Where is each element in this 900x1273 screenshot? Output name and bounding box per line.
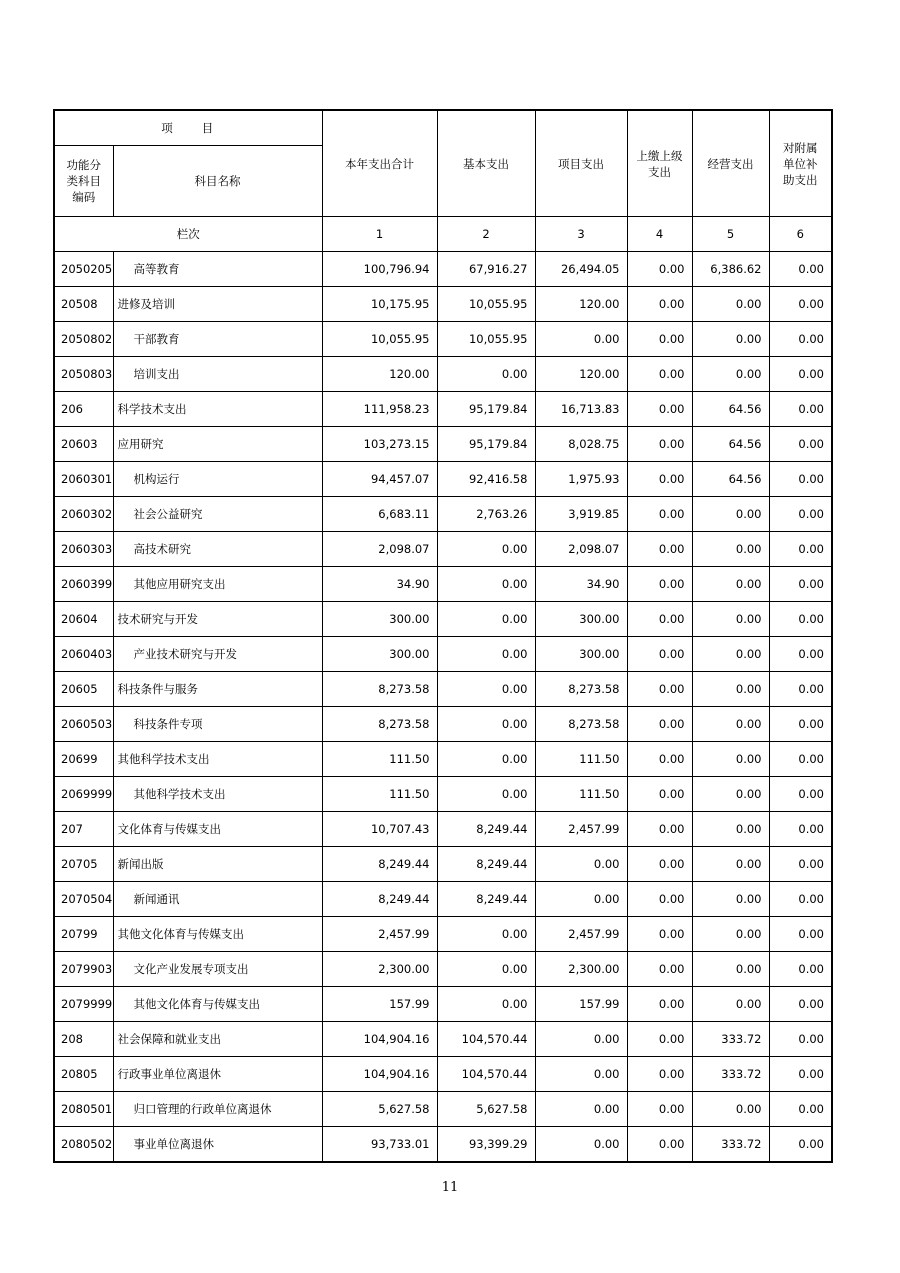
cell-basic: 0.00	[437, 637, 535, 672]
cell-basic: 8,249.44	[437, 882, 535, 917]
cell-code: 20605	[54, 672, 113, 707]
cell-total: 34.90	[322, 567, 437, 602]
cell-code: 2079903	[54, 952, 113, 987]
table-row	[54, 917, 832, 952]
cell-total: 10,707.43	[322, 812, 437, 847]
cell-subsidy: 0.00	[769, 707, 832, 742]
cell-upper: 0.00	[627, 462, 692, 497]
header-basic: 基本支出	[437, 110, 535, 217]
cell-subsidy: 0.00	[769, 847, 832, 882]
cell-subsidy: 0.00	[769, 742, 832, 777]
cell-project: 0.00	[535, 322, 627, 357]
cell-upper: 0.00	[627, 847, 692, 882]
cell-business: 64.56	[692, 392, 769, 427]
table-row	[54, 1127, 832, 1163]
expenditure-table	[53, 109, 833, 1163]
cell-total: 2,300.00	[322, 952, 437, 987]
cell-project: 120.00	[535, 357, 627, 392]
cell-name: 产业技术研究与开发	[113, 637, 322, 672]
header-upper-line1: 上缴上级	[636, 148, 683, 163]
cell-basic: 104,570.44	[437, 1057, 535, 1092]
cell-total: 8,249.44	[322, 882, 437, 917]
cell-business: 0.00	[692, 812, 769, 847]
table-row	[54, 812, 832, 847]
cell-project: 2,457.99	[535, 917, 627, 952]
cell-code: 2069999	[54, 777, 113, 812]
cell-project: 0.00	[535, 847, 627, 882]
cell-name: 社会保障和就业支出	[113, 1022, 322, 1057]
cell-project: 26,494.05	[535, 252, 627, 287]
cell-subsidy: 0.00	[769, 357, 832, 392]
table-row	[54, 707, 832, 742]
lanci-6: 6	[769, 217, 832, 252]
cell-basic: 67,916.27	[437, 252, 535, 287]
cell-subsidy: 0.00	[769, 1127, 832, 1163]
cell-name: 机构运行	[113, 462, 322, 497]
cell-code: 2060301	[54, 462, 113, 497]
table-row	[54, 252, 832, 287]
table-row	[54, 322, 832, 357]
header-func-code-line3: 编码	[72, 190, 96, 204]
table-row	[54, 847, 832, 882]
cell-code: 2060503	[54, 707, 113, 742]
cell-business: 64.56	[692, 427, 769, 462]
cell-name: 社会公益研究	[113, 497, 322, 532]
cell-project: 1,975.93	[535, 462, 627, 497]
cell-business: 6,386.62	[692, 252, 769, 287]
cell-business: 0.00	[692, 357, 769, 392]
cell-subsidy: 0.00	[769, 812, 832, 847]
lanci-4: 4	[627, 217, 692, 252]
cell-subsidy: 0.00	[769, 462, 832, 497]
cell-name: 科学技术支出	[113, 392, 322, 427]
cell-name: 科技条件专项	[113, 707, 322, 742]
cell-total: 104,904.16	[322, 1022, 437, 1057]
table-row	[54, 777, 832, 812]
cell-project: 0.00	[535, 1127, 627, 1163]
cell-upper: 0.00	[627, 532, 692, 567]
cell-basic: 0.00	[437, 602, 535, 637]
cell-basic: 8,249.44	[437, 812, 535, 847]
cell-project: 8,273.58	[535, 707, 627, 742]
cell-upper: 0.00	[627, 987, 692, 1022]
cell-business: 0.00	[692, 1092, 769, 1127]
table-row	[54, 357, 832, 392]
cell-upper: 0.00	[627, 1092, 692, 1127]
cell-code: 20805	[54, 1057, 113, 1092]
cell-name: 技术研究与开发	[113, 602, 322, 637]
cell-project: 0.00	[535, 1057, 627, 1092]
lanci-5: 5	[692, 217, 769, 252]
cell-basic: 2,763.26	[437, 497, 535, 532]
header-project: 项 目	[54, 110, 322, 146]
cell-basic: 104,570.44	[437, 1022, 535, 1057]
cell-name: 其他文化体育与传媒支出	[113, 987, 322, 1022]
cell-subsidy: 0.00	[769, 322, 832, 357]
cell-subsidy: 0.00	[769, 637, 832, 672]
lanci-row	[54, 217, 832, 252]
table-row	[54, 1057, 832, 1092]
cell-code: 2050205	[54, 252, 113, 287]
cell-code: 208	[54, 1022, 113, 1057]
table-row	[54, 462, 832, 497]
cell-code: 20705	[54, 847, 113, 882]
cell-business: 0.00	[692, 637, 769, 672]
cell-basic: 93,399.29	[437, 1127, 535, 1163]
cell-basic: 8,249.44	[437, 847, 535, 882]
cell-project: 157.99	[535, 987, 627, 1022]
cell-basic: 92,416.58	[437, 462, 535, 497]
cell-name: 其他科学技术支出	[113, 742, 322, 777]
cell-total: 10,055.95	[322, 322, 437, 357]
cell-total: 94,457.07	[322, 462, 437, 497]
cell-code: 207	[54, 812, 113, 847]
cell-code: 2050802	[54, 322, 113, 357]
cell-name: 科技条件与服务	[113, 672, 322, 707]
header-subject-name: 科目名称	[113, 146, 322, 217]
cell-name: 行政事业单位离退休	[113, 1057, 322, 1092]
table-row	[54, 742, 832, 777]
header-subsidy	[769, 110, 832, 217]
cell-business: 0.00	[692, 847, 769, 882]
cell-upper: 0.00	[627, 357, 692, 392]
table-row	[54, 1022, 832, 1057]
cell-total: 2,457.99	[322, 917, 437, 952]
cell-business: 0.00	[692, 497, 769, 532]
cell-total: 93,733.01	[322, 1127, 437, 1163]
cell-subsidy: 0.00	[769, 532, 832, 567]
cell-business: 333.72	[692, 1057, 769, 1092]
cell-upper: 0.00	[627, 252, 692, 287]
cell-code: 2080502	[54, 1127, 113, 1163]
cell-upper: 0.00	[627, 602, 692, 637]
page-number: 11	[441, 1180, 459, 1195]
header-func-code-line2: 类科目	[66, 174, 101, 188]
cell-upper: 0.00	[627, 497, 692, 532]
header-subsidy-line2: 单位补	[783, 156, 818, 171]
cell-basic: 0.00	[437, 777, 535, 812]
cell-total: 300.00	[322, 602, 437, 637]
cell-business: 0.00	[692, 707, 769, 742]
header-business: 经营支出	[692, 110, 769, 217]
header-upper	[627, 110, 692, 217]
cell-business: 0.00	[692, 742, 769, 777]
cell-upper: 0.00	[627, 427, 692, 462]
cell-basic: 95,179.84	[437, 427, 535, 462]
cell-subsidy: 0.00	[769, 1057, 832, 1092]
cell-project: 34.90	[535, 567, 627, 602]
table-row	[54, 497, 832, 532]
cell-total: 300.00	[322, 637, 437, 672]
cell-code: 2079999	[54, 987, 113, 1022]
cell-subsidy: 0.00	[769, 567, 832, 602]
cell-total: 5,627.58	[322, 1092, 437, 1127]
cell-code: 20699	[54, 742, 113, 777]
lanci-label: 栏次	[54, 217, 322, 252]
cell-total: 111.50	[322, 777, 437, 812]
header-func-code-line1: 功能分	[66, 158, 101, 172]
cell-subsidy: 0.00	[769, 917, 832, 952]
cell-upper: 0.00	[627, 707, 692, 742]
cell-subsidy: 0.00	[769, 882, 832, 917]
cell-project: 0.00	[535, 1092, 627, 1127]
cell-name: 文化体育与传媒支出	[113, 812, 322, 847]
cell-total: 8,273.58	[322, 707, 437, 742]
cell-name: 应用研究	[113, 427, 322, 462]
cell-business: 0.00	[692, 987, 769, 1022]
cell-total: 2,098.07	[322, 532, 437, 567]
cell-code: 2060303	[54, 532, 113, 567]
cell-name: 干部教育	[113, 322, 322, 357]
cell-business: 0.00	[692, 672, 769, 707]
cell-total: 10,175.95	[322, 287, 437, 322]
table-row	[54, 987, 832, 1022]
cell-basic: 0.00	[437, 987, 535, 1022]
cell-name: 归口管理的行政单位离退休	[113, 1092, 322, 1127]
header-total: 本年支出合计	[322, 110, 437, 217]
header-upper-line2: 支出	[648, 164, 671, 179]
table-row	[54, 567, 832, 602]
cell-project: 2,098.07	[535, 532, 627, 567]
table-row	[54, 672, 832, 707]
cell-code: 20604	[54, 602, 113, 637]
cell-project: 300.00	[535, 602, 627, 637]
cell-name: 其他科学技术支出	[113, 777, 322, 812]
cell-business: 0.00	[692, 777, 769, 812]
table-row	[54, 532, 832, 567]
table-row	[54, 1092, 832, 1127]
cell-subsidy: 0.00	[769, 777, 832, 812]
cell-subsidy: 0.00	[769, 252, 832, 287]
cell-basic: 0.00	[437, 917, 535, 952]
cell-upper: 0.00	[627, 812, 692, 847]
cell-upper: 0.00	[627, 917, 692, 952]
cell-code: 2050803	[54, 357, 113, 392]
cell-code: 2060399	[54, 567, 113, 602]
cell-basic: 0.00	[437, 532, 535, 567]
cell-business: 0.00	[692, 882, 769, 917]
cell-upper: 0.00	[627, 392, 692, 427]
cell-total: 157.99	[322, 987, 437, 1022]
cell-code: 2070504	[54, 882, 113, 917]
header-subsidy-line3: 助支出	[783, 172, 818, 187]
cell-subsidy: 0.00	[769, 1022, 832, 1057]
cell-subsidy: 0.00	[769, 392, 832, 427]
cell-basic: 95,179.84	[437, 392, 535, 427]
cell-code: 20508	[54, 287, 113, 322]
cell-project: 3,919.85	[535, 497, 627, 532]
cell-basic: 0.00	[437, 357, 535, 392]
cell-subsidy: 0.00	[769, 287, 832, 322]
cell-subsidy: 0.00	[769, 987, 832, 1022]
cell-name: 文化产业发展专项支出	[113, 952, 322, 987]
cell-total: 111.50	[322, 742, 437, 777]
cell-business: 0.00	[692, 532, 769, 567]
cell-name: 培训支出	[113, 357, 322, 392]
cell-total: 8,273.58	[322, 672, 437, 707]
cell-subsidy: 0.00	[769, 602, 832, 637]
cell-basic: 5,627.58	[437, 1092, 535, 1127]
cell-basic: 10,055.95	[437, 287, 535, 322]
table-row	[54, 637, 832, 672]
cell-name: 高等教育	[113, 252, 322, 287]
cell-upper: 0.00	[627, 1057, 692, 1092]
table-row	[54, 392, 832, 427]
cell-business: 333.72	[692, 1127, 769, 1163]
cell-business: 0.00	[692, 952, 769, 987]
cell-code: 2080501	[54, 1092, 113, 1127]
header-func-code	[54, 146, 113, 217]
cell-code: 2060302	[54, 497, 113, 532]
cell-business: 0.00	[692, 287, 769, 322]
header-subsidy-line1: 对附属	[783, 140, 818, 155]
cell-upper: 0.00	[627, 882, 692, 917]
cell-upper: 0.00	[627, 777, 692, 812]
cell-total: 111,958.23	[322, 392, 437, 427]
cell-total: 104,904.16	[322, 1057, 437, 1092]
cell-subsidy: 0.00	[769, 952, 832, 987]
header-row-top	[54, 110, 832, 146]
lanci-3: 3	[535, 217, 627, 252]
cell-upper: 0.00	[627, 1127, 692, 1163]
table-row	[54, 952, 832, 987]
cell-project: 16,713.83	[535, 392, 627, 427]
cell-code: 206	[54, 392, 113, 427]
cell-project: 120.00	[535, 287, 627, 322]
cell-project: 111.50	[535, 777, 627, 812]
cell-total: 6,683.11	[322, 497, 437, 532]
cell-basic: 0.00	[437, 742, 535, 777]
cell-total: 100,796.94	[322, 252, 437, 287]
cell-name: 进修及培训	[113, 287, 322, 322]
cell-subsidy: 0.00	[769, 497, 832, 532]
cell-basic: 0.00	[437, 567, 535, 602]
cell-subsidy: 0.00	[769, 427, 832, 462]
cell-basic: 0.00	[437, 672, 535, 707]
lanci-2: 2	[437, 217, 535, 252]
cell-upper: 0.00	[627, 952, 692, 987]
cell-project: 111.50	[535, 742, 627, 777]
cell-total: 120.00	[322, 357, 437, 392]
cell-project: 2,300.00	[535, 952, 627, 987]
header-project-expenditure: 项目支出	[535, 110, 627, 217]
cell-name: 新闻通讯	[113, 882, 322, 917]
table-row	[54, 427, 832, 462]
table-row	[54, 602, 832, 637]
cell-name: 事业单位离退休	[113, 1127, 322, 1163]
cell-total: 103,273.15	[322, 427, 437, 462]
cell-business: 0.00	[692, 602, 769, 637]
cell-upper: 0.00	[627, 637, 692, 672]
cell-subsidy: 0.00	[769, 1092, 832, 1127]
cell-upper: 0.00	[627, 287, 692, 322]
cell-basic: 0.00	[437, 952, 535, 987]
cell-basic: 10,055.95	[437, 322, 535, 357]
cell-business: 333.72	[692, 1022, 769, 1057]
cell-upper: 0.00	[627, 742, 692, 777]
cell-code: 20799	[54, 917, 113, 952]
cell-project: 8,273.58	[535, 672, 627, 707]
cell-name: 高技术研究	[113, 532, 322, 567]
lanci-1: 1	[322, 217, 437, 252]
table-row	[54, 882, 832, 917]
cell-name: 新闻出版	[113, 847, 322, 882]
cell-project: 300.00	[535, 637, 627, 672]
cell-total: 8,249.44	[322, 847, 437, 882]
cell-code: 20603	[54, 427, 113, 462]
cell-subsidy: 0.00	[769, 672, 832, 707]
cell-upper: 0.00	[627, 322, 692, 357]
cell-business: 64.56	[692, 462, 769, 497]
cell-code: 2060403	[54, 637, 113, 672]
cell-project: 0.00	[535, 882, 627, 917]
cell-project: 0.00	[535, 1022, 627, 1057]
cell-basic: 0.00	[437, 707, 535, 742]
cell-business: 0.00	[692, 322, 769, 357]
cell-name: 其他应用研究支出	[113, 567, 322, 602]
cell-upper: 0.00	[627, 1022, 692, 1057]
cell-project: 2,457.99	[535, 812, 627, 847]
table-row	[54, 287, 832, 322]
cell-name: 其他文化体育与传媒支出	[113, 917, 322, 952]
cell-business: 0.00	[692, 917, 769, 952]
cell-project: 8,028.75	[535, 427, 627, 462]
cell-business: 0.00	[692, 567, 769, 602]
cell-upper: 0.00	[627, 567, 692, 602]
cell-upper: 0.00	[627, 672, 692, 707]
